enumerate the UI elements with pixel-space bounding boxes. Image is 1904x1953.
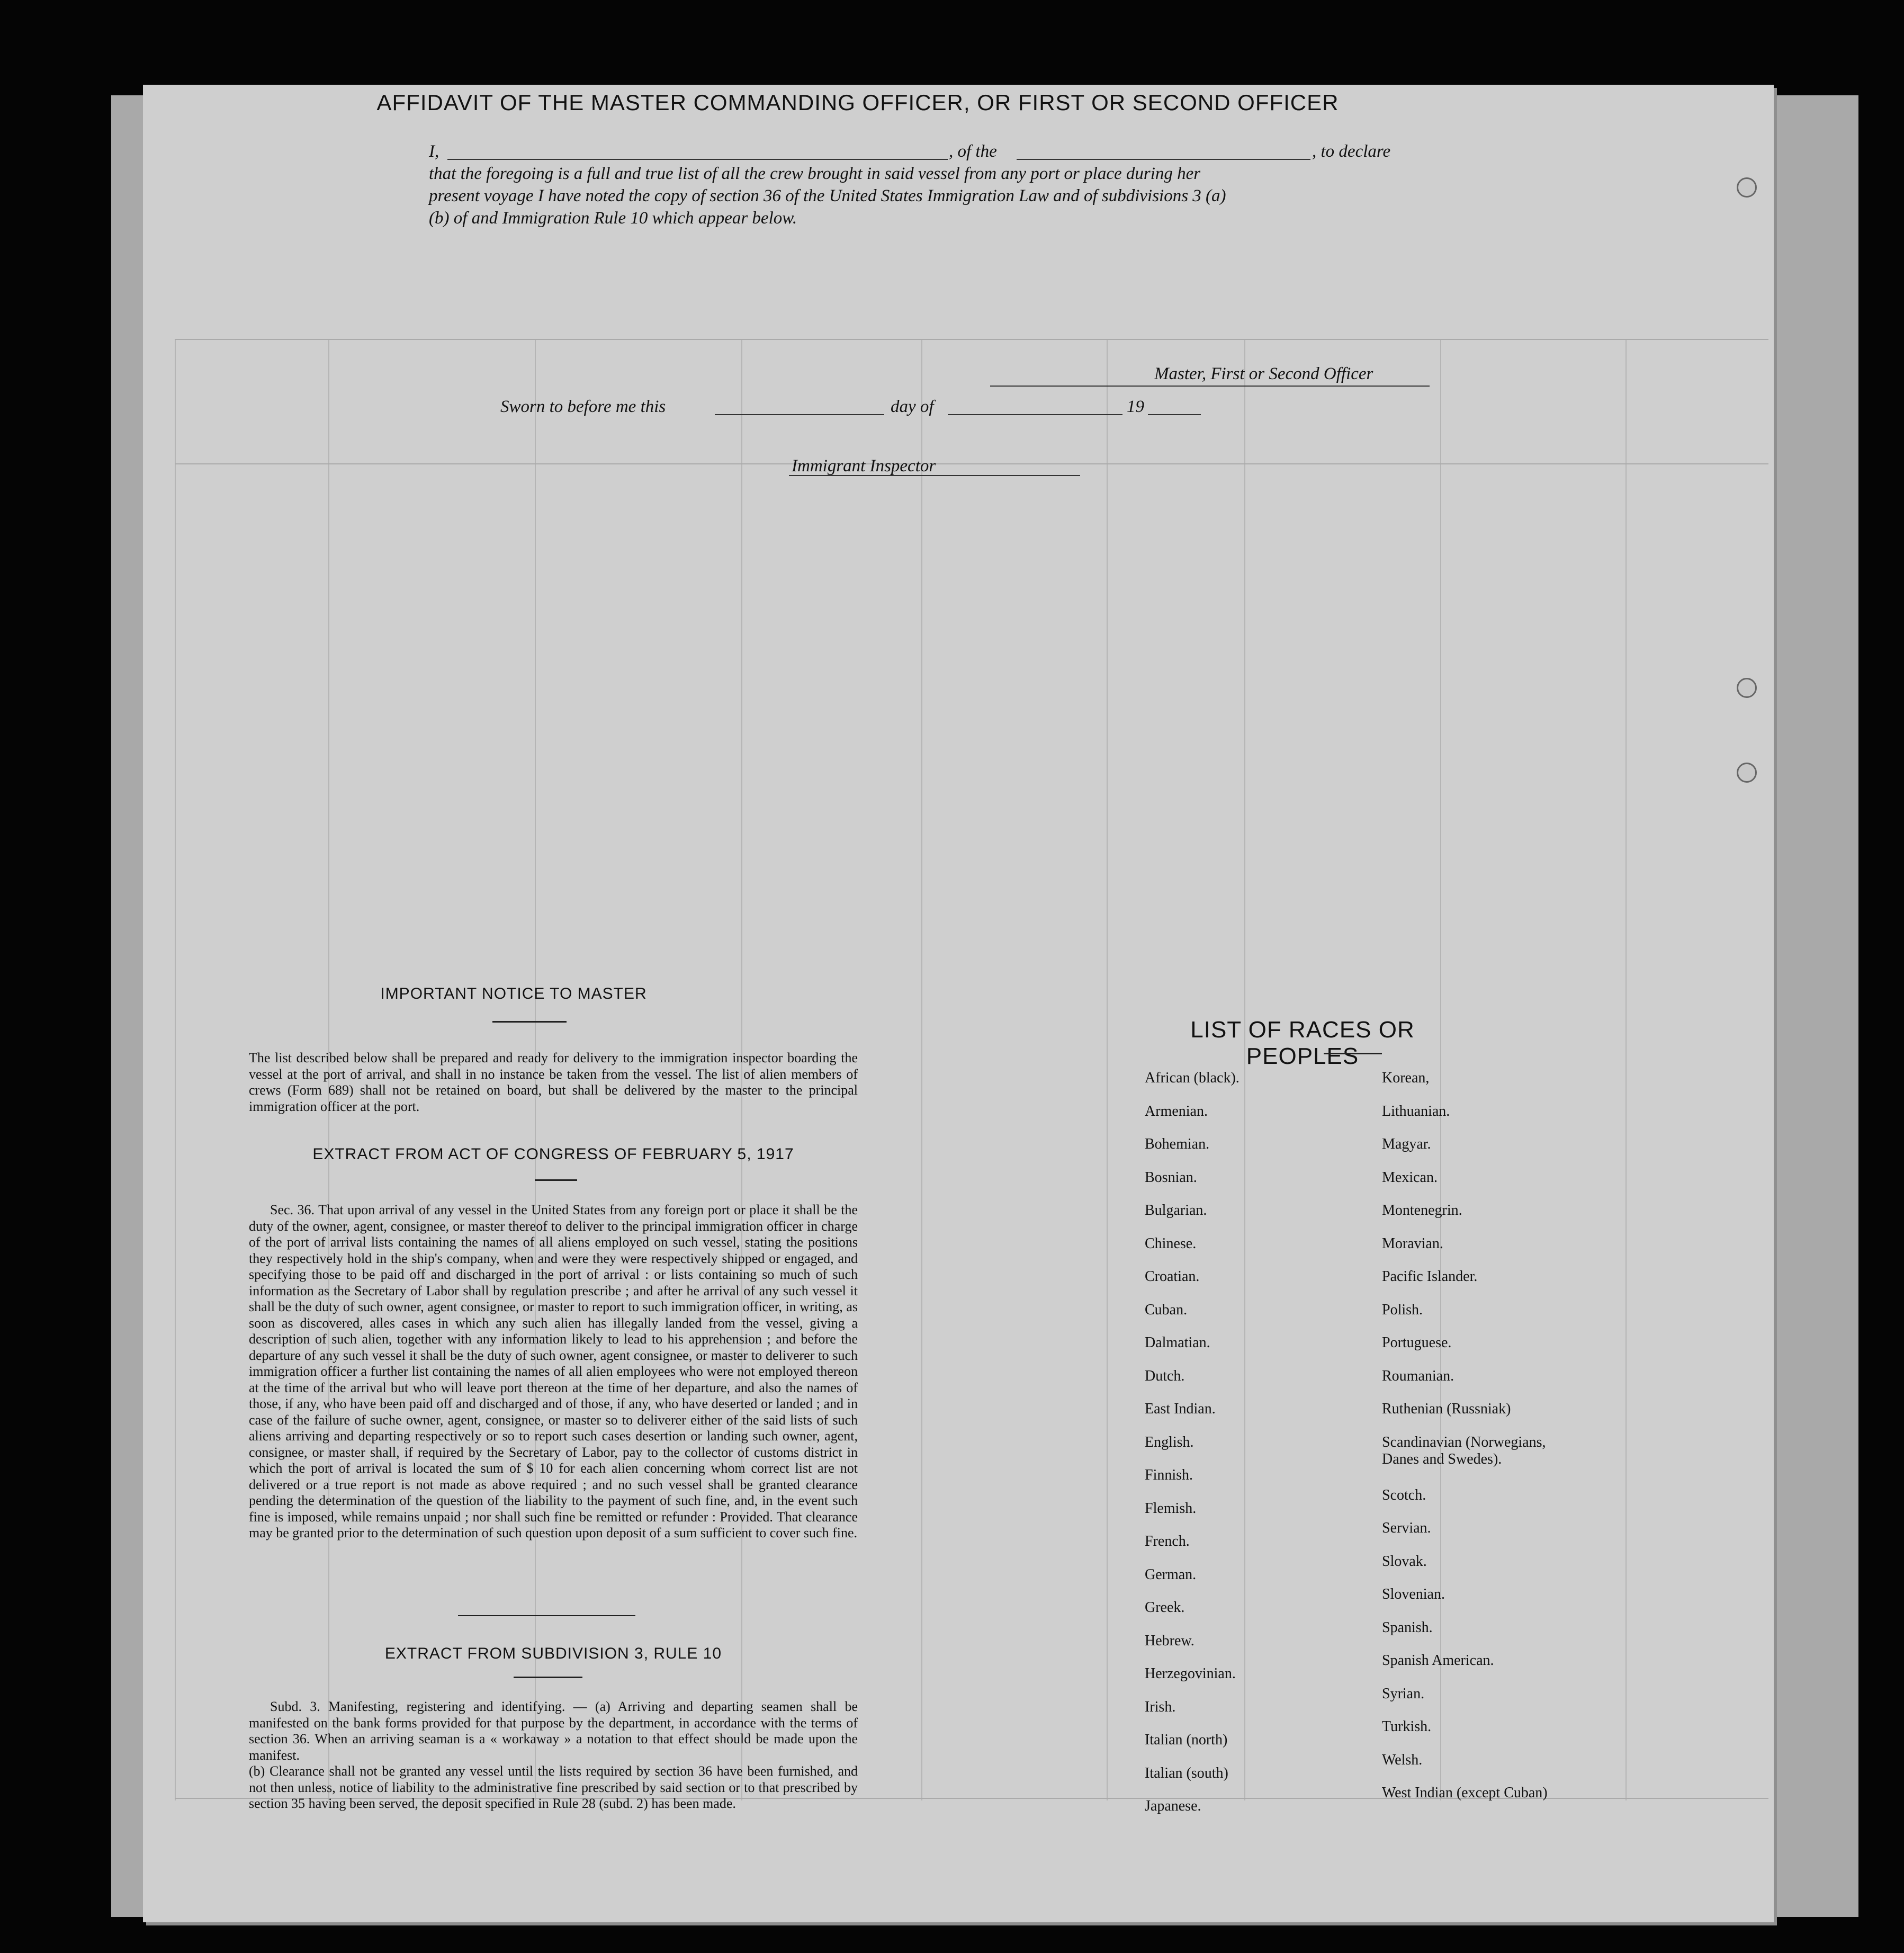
race-item: Montenegrin. bbox=[1382, 1202, 1462, 1219]
year-prefix: 19 bbox=[1127, 397, 1144, 416]
race-item: Ruthenian (Russniak) bbox=[1382, 1401, 1511, 1417]
vessel-name-field[interactable] bbox=[1017, 159, 1310, 160]
race-item: Magyar. bbox=[1382, 1136, 1431, 1152]
race-item: Japanese. bbox=[1145, 1798, 1201, 1814]
race-item: Turkish. bbox=[1382, 1718, 1432, 1735]
section-divider bbox=[458, 1615, 635, 1616]
affidavit-line-2: that the foregoing is a full and true list of all the crew brought in said vessel from any port or place during her bbox=[429, 164, 1201, 183]
race-item: German. bbox=[1145, 1566, 1197, 1583]
ghost-grid-line bbox=[175, 339, 1768, 340]
heading-rule bbox=[492, 1021, 567, 1023]
race-item: Armenian. bbox=[1145, 1103, 1208, 1119]
race-item: Pacific Islander. bbox=[1382, 1268, 1478, 1285]
race-item: Croatian. bbox=[1145, 1268, 1200, 1285]
race-item: Greek. bbox=[1145, 1599, 1185, 1616]
race-item: Italian (south) bbox=[1145, 1764, 1228, 1781]
race-item: Moravian. bbox=[1382, 1235, 1443, 1252]
race-item: Welsh. bbox=[1382, 1751, 1423, 1768]
race-item: Chinese. bbox=[1145, 1235, 1197, 1252]
heading-rule bbox=[514, 1677, 582, 1678]
affidavit-line-4: (b) of and Immigration Rule 10 which appear below. bbox=[429, 209, 797, 228]
race-item: French. bbox=[1145, 1533, 1190, 1549]
race-item: Finnish. bbox=[1145, 1467, 1193, 1483]
race-item: Syrian. bbox=[1382, 1685, 1425, 1702]
race-item: English. bbox=[1145, 1434, 1194, 1450]
race-item: Spanish American. bbox=[1382, 1652, 1494, 1669]
sworn-text: Sworn to before me this bbox=[500, 397, 666, 416]
affidavit-to-declare: , to declare bbox=[1312, 142, 1391, 161]
signature-label: Master, First or Second Officer bbox=[1154, 364, 1373, 383]
affidavit-of-the: , of the bbox=[949, 142, 997, 161]
race-item: Bosnian. bbox=[1145, 1169, 1197, 1186]
race-item: Lithuanian. bbox=[1382, 1103, 1450, 1119]
affidavit-title: AFFIDAVIT OF THE MASTER COMMANDING OFFICER, OR FIRST OR SECOND OFFICER bbox=[376, 90, 1339, 115]
day-of-text: day of bbox=[891, 397, 934, 416]
race-item: East Indian. bbox=[1145, 1401, 1216, 1417]
rule-heading: EXTRACT FROM SUBDIVISION 3, RULE 10 bbox=[384, 1645, 722, 1662]
heading-rule bbox=[1324, 1053, 1382, 1054]
race-item: Roumanian. bbox=[1382, 1367, 1454, 1384]
notice-heading: IMPORTANT NOTICE TO MASTER bbox=[380, 985, 647, 1002]
race-item: Portuguese. bbox=[1382, 1334, 1452, 1351]
race-item: Bohemian. bbox=[1145, 1136, 1210, 1152]
race-item: Flemish. bbox=[1145, 1500, 1197, 1517]
binder-hole bbox=[1737, 678, 1757, 698]
affidavit-i: I, bbox=[429, 142, 439, 161]
race-item: African (black). bbox=[1145, 1070, 1240, 1086]
race-item: Polish. bbox=[1382, 1301, 1423, 1318]
race-item: Dutch. bbox=[1145, 1367, 1185, 1384]
sworn-month-field[interactable] bbox=[948, 414, 1122, 415]
race-item: West Indian (except Cuban) bbox=[1382, 1785, 1548, 1801]
race-item: Dalmatian. bbox=[1145, 1334, 1210, 1351]
binder-hole bbox=[1737, 763, 1757, 783]
races-right-column bbox=[1382, 1070, 1631, 1818]
inspector-label: Immigrant Inspector bbox=[792, 456, 936, 476]
race-item: Herzegovinian. bbox=[1145, 1665, 1236, 1682]
race-item: Cuban. bbox=[1145, 1301, 1188, 1318]
race-item: Italian (north) bbox=[1145, 1732, 1228, 1748]
race-item: Korean, bbox=[1382, 1070, 1430, 1086]
races-left-column bbox=[1145, 1070, 1367, 1831]
ghost-grid-line bbox=[175, 463, 1768, 464]
rule-text-a: Subd. 3. Manifesting, registering and identifying. — (a) Arriving and departing seamen shall be manifested on the bank forms provided for that purpose by the department, in accordance with the terms of section 36. When an arriving seaman is a « workaway » a notation to that effect should be made upon the manifest. bbox=[249, 1699, 858, 1763]
act-heading: EXTRACT FROM ACT OF CONGRESS OF FEBRUARY 5, 1917 bbox=[312, 1145, 794, 1163]
race-item: Slovak. bbox=[1382, 1553, 1427, 1570]
affidavit-line-3: present voyage I have noted the copy of section 36 of the United States Immigration Law and of subdivisions 3 (a) bbox=[429, 186, 1226, 205]
signature-line[interactable] bbox=[990, 386, 1430, 387]
ghost-grid-line bbox=[921, 339, 922, 1800]
ghost-grid-line bbox=[1107, 339, 1108, 1800]
master-name-field[interactable] bbox=[447, 159, 948, 160]
ghost-grid-line bbox=[175, 339, 176, 1800]
notice-text: The list described below shall be prepared and ready for delivery to the immigration inspector boarding the vessel at the port of arrival, and shall in no instance be taken from the vessel. The list of alien members of crews (Form 689) shall not be retained on board, but shall be delivered by the master to the principal immigration officer at the port. bbox=[249, 1050, 858, 1114]
act-text: Sec. 36. That upon arrival of any vessel in the United States from any foreign port or place it shall be the duty of the owner, agent, consignee, or master thereof to deliver to the principal immigration officer in charge of the port of arrival lists containing the names of all aliens employed on such vessel, stating the positions they respectively hold in the ship's company, when and were they were respectively shipped or engaged, and specifying those to be paid off and discharged in the port of arrival : or lists containing so much of such information as the Secretary of Labor shall by regulation prescribe ; and after he arrival of any such vessel it shall be the duty of such owner, agent consignee, or master to report to such immigration officer, in writing, as soon as discovered, alles cases in which any such alien has illegally landed from the vessel, giving a description of such alien, together with any information likely to lead to his apprehension ; and before the departure of any such vessel it shall be the duty of such owner, agent consignee, or master to deliverer to such immigration officer a further list containing the names of all alien employees who were not employed thereon at the time of the arrival but who will leave port thereon at the time of her departure, and also the names of those, if any, who have been paid off and discharged and of those, if any, who have deserted or landed ; and in case of the failure of suche owner, agent, consignee, or master so to deliverer either of the said lists of such aliens arriving and departing respectively or so to report such cases desertion or landing such owner, agent, consignee, or master shall, if required by the Secretary of Labor, pay to the collector of customs district in which the port of arrival is located the sum of $ 10 for each alien concerning whom correct list are not delivered or a true report is not made as above required ; and no such vessel shall be granted clearance pending the determination of the question of the liability to the payment of such fine, and, in the event such fine is imposed, while remains unpaid ; nor shall such fine be remitted or refunder : Provided. That clearance may be granted prior to the determination of such question upon deposit of a sum sufficient to cover such fine. bbox=[249, 1202, 858, 1540]
binder-hole bbox=[1737, 177, 1757, 198]
race-item: Bulgarian. bbox=[1145, 1202, 1207, 1219]
sworn-year-field[interactable] bbox=[1148, 414, 1201, 415]
race-item: Scandinavian (Norwegians, Danes and Swedes). bbox=[1382, 1434, 1546, 1467]
race-item: Hebrew. bbox=[1145, 1632, 1195, 1649]
heading-rule bbox=[535, 1179, 577, 1181]
race-item: Spanish. bbox=[1382, 1619, 1433, 1636]
sworn-day-field[interactable] bbox=[715, 414, 884, 415]
race-item: Irish. bbox=[1145, 1698, 1176, 1715]
race-item: Servian. bbox=[1382, 1520, 1431, 1536]
rule-text-b: (b) Clearance shall not be granted any vessel until the lists required by section 36 have been furnished, and not then unless, notice of liability to the administrative fine prescribed by said section or to that prescribed by section 35 having been served, the deposit specified in Rule 28 (subd. 2) has been made. bbox=[249, 1763, 858, 1811]
race-item: Mexican. bbox=[1382, 1169, 1438, 1186]
race-item: Scotch. bbox=[1382, 1486, 1426, 1503]
races-heading: LIST OF RACES OR PEOPLES bbox=[1190, 1017, 1415, 1069]
race-item: Slovenian. bbox=[1382, 1586, 1445, 1602]
